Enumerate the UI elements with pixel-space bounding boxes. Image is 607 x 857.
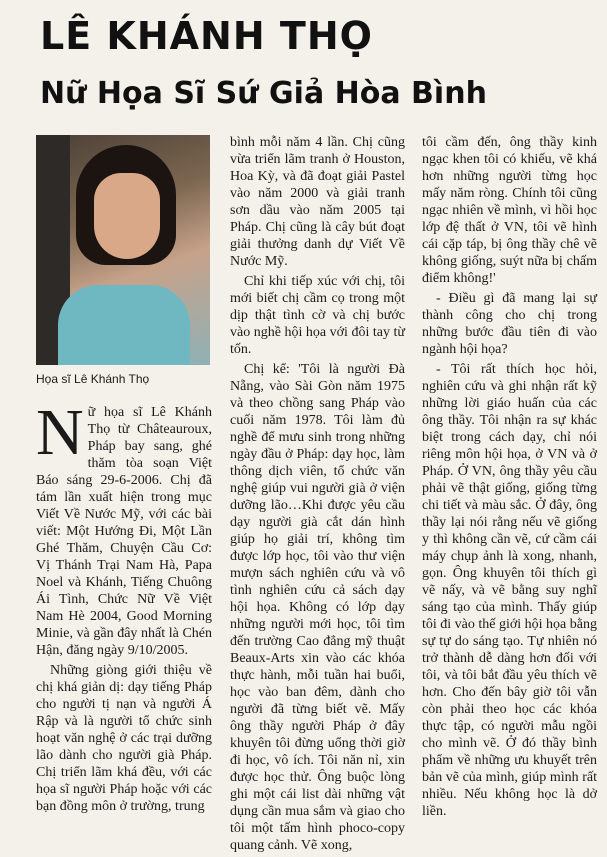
paragraph-text: ữ họa sĩ Lê Khánh Thọ từ Châteauroux, Pháp bay sang, ghé thăm tòa soạn Việt Báo sáng 29-6-2006. Chị đã tám lần xuất hiện trong mục Viết Về Nước Mỹ, với các bài viết: Một Hướng Đi, Một Lần Ghé Thăm, Chuyện Cầu Cơ: Vị Thánh Trại Nam Hà, Papa Noel và Khánh, Tiếng Chuông Ái Tình, Chức Nữ Về Việt Nam Hè 2004, Good Morning Minie, và gần đây nhất là Chén Hận, đăng ngày 9/10/2005. — [36, 405, 212, 658]
paragraph: Chỉ khi tiếp xúc với chị, tôi mới biết chị cầm cọ trong một dịp thật tình cờ và chị bước vào nghề hội họa với đôi tay từ tốn. — [230, 274, 405, 357]
paragraph: bình mỗi năm 4 lần. Chị cũng vừa triển lãm tranh ở Houston, Hoa Kỳ, và đã đoạt giải Pastel vào năm 2000 và giải tranh sơn dầu vào năm 2005 tại Pháp. Chị cũng là cây bút đoạt giải thưởng danh dự Viết Về Nước Mỹ. — [230, 135, 405, 269]
paragraph: Chị kể: 'Tôi là người Đà Nẵng, vào Sài Gòn năm 1975 và theo chồng sang Pháp vào cuối năm 1978. Tôi làm đủ nghề để mưu sinh trong những ngày đầu ở Pháp: dạy học, làm thông dịch viên, tổ chức văn nghệ giúp vui người già ở viện dưỡng lão…Khi được yêu cầu dạy người già cắt dán hình giúp họ giải trí, không tìm được lớp học, tôi vào thư viện mượn sách nghiên cứu và vô tình nghiên cứu cả sách dạy hội họa. Không có lớp dạy những người mới học, tôi tìm đến trường Cao đẳng mỹ thuật Beaux-Arts xin vào các khóa thực hành, mỗi tuần hai buổi, học vào ban đêm, dành cho người đã từng biết vẽ. Mấy ông thầy người Pháp ở đây khuyên tôi đừng uổng thời giờ đi học, vô ích. Tôi năn nỉ, xin được học thử. Ông buộc lòng ghi một cái list dài những vật dụng cần mua sắm và giao cho tôi một tấm hình phoco-copy quang cảnh. Vẽ xong, — [230, 362, 405, 853]
paragraph: - Điều gì đã mang lại sự thành công cho chị trong những bước đầu tiên đi vào ngành hội họa? — [422, 291, 597, 357]
drop-cap: N — [36, 396, 84, 469]
paragraph — [36, 396, 212, 659]
article-title: LÊ KHÁNH THỌ — [40, 14, 373, 58]
portrait-photo — [36, 135, 210, 365]
article-subtitle: Nữ Họa Sĩ Sứ Giả Hòa Bình — [40, 76, 487, 111]
paragraph: - Tôi rất thích học hỏi, nghiên cứu và ghi nhận rất kỹ những lời giáo huấn của các ông thầy. Tôi nhận ra sự khác biệt trong cách dạy, chỉ nói riêng môn hội họa, ở VN và ở Pháp. Ở VN, ông thầy yêu cầu phải vẽ thật giống, giống từng chi tiết và màu sắc. Ở đây, ông thầy lại nói rằng nếu vẽ giống y thì không cần vẽ, cứ cầm cái máy chụp ảnh là xong, nhanh, gọn. Ông khuyên tôi thích gì vẽ nấy, và vẽ bằng suy nghĩ sáng tạo của mình. Thấy giúp tôi đi vào thế giới hội họa bằng sự tự do sáng tạo. Tự nhiên nó trở thành dễ dàng hơn đối với tôi, và tôi bắt đầu yêu thích vẽ hơn. Cho đến bây giờ tôi vẫn còn phải theo học các khóa thực tập, có người mẫu ngồi cho mình vẽ. Ở đó thầy bình phẩm về những ưu khuyết trên bản vẽ của mình, giúp mình rất nhiều. Nếu không học là dở liền. — [422, 362, 597, 819]
article-column-2 — [230, 134, 405, 857]
paragraph: tôi cầm đến, ông thầy kinh ngạc khen tôi có khiếu, vẽ khá hơn những người từng học mấy năm ròng. Chính tôi cũng ngạc nhiên về mình, vì hồi học lớp đệ thất ở VN, tôi vẽ hình cái cặp táp, bị ông thầy chê vẽ không giống, suýt nữa bị chấm điểm không!' — [422, 135, 597, 286]
portrait-shirt — [58, 285, 190, 365]
portrait-face — [94, 173, 160, 259]
paragraph: Những giòng giới thiệu về chị khá giản dị: dạy tiếng Pháp cho người tị nạn và người Á Rập và là người tổ chức sinh hoạt văn nghệ ở các trại dưỡng lão dành cho người già Pháp. Chị triển lãm khá đều, với các họa sĩ người Pháp hoặc với các bạn đồng môn ở trường, trung — [36, 663, 212, 814]
article-column-3 — [422, 134, 597, 823]
photo-caption: Họa sĩ Lê Khánh Thọ — [36, 372, 150, 386]
article-column-1 — [36, 396, 212, 818]
